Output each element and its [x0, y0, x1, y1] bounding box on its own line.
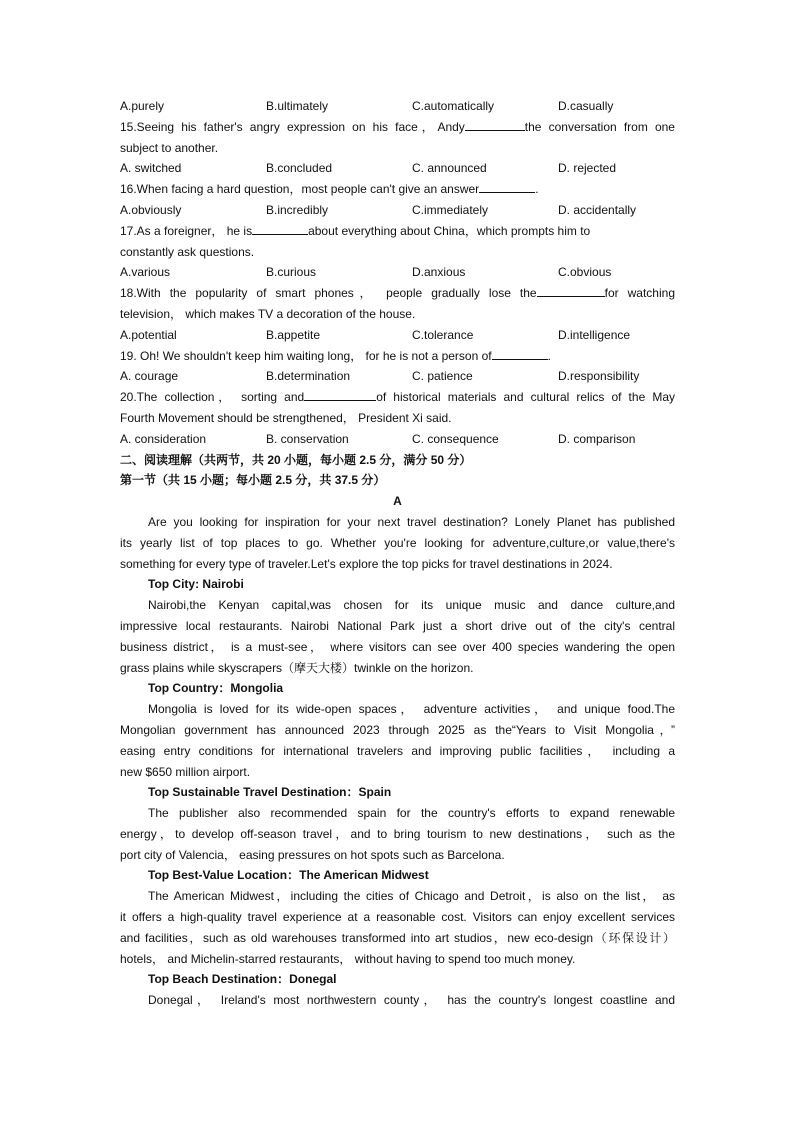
- option-c: C.automatically: [412, 99, 495, 113]
- answer-blank: [492, 347, 548, 360]
- q14-options: [120, 96, 675, 117]
- paragraph-line: energy，to develop off-season travel，and to bring tourism to new destinations， such as the: [120, 826, 675, 841]
- paragraph-line: easing entry conditions for international travelers and improving public facilities， including a: [120, 743, 675, 758]
- option-a: A.obviously: [120, 202, 182, 217]
- q18-text-after: for watching: [604, 286, 675, 301]
- paragraph-line: The American Midwest，including the cities of Chicago and Detroit，is also on the list， as: [148, 889, 675, 904]
- exam-page: [120, 96, 675, 1011]
- q20-stem-line2: Fourth Movement should be strengthened， President Xi said.: [120, 410, 452, 425]
- option-b: B.incredibly: [266, 202, 329, 217]
- option-b: B.ultimately: [266, 99, 329, 113]
- answer-blank: [537, 284, 605, 297]
- option-a: A.potential: [120, 327, 177, 342]
- q18-stem-line2: television， which makes TV a decoration of the house.: [120, 306, 416, 321]
- paragraph-line: business district， is a must-see， where visitors can see over 400 species wandering the open: [120, 639, 675, 654]
- paragraph-line: Nairobi,the Kenyan capital,was chosen for its unique music and dance culture,and: [148, 598, 675, 613]
- q19-stem: [120, 346, 675, 367]
- paragraph-line: Donegal， Ireland's most northwestern county， has the country's longest coastline and: [148, 993, 675, 1008]
- option-d: D. comparison: [558, 431, 636, 446]
- option-c: C.tolerance: [412, 327, 474, 342]
- option-d: D. rejected: [558, 161, 617, 176]
- q16-stem: [120, 179, 675, 200]
- q20-text-after: of historical materials and cultural relics of the May: [376, 390, 675, 405]
- paragraph-line: it offers a high-quality travel experience at a reasonable cost. Visitors can enjoy excellent services: [120, 910, 675, 925]
- subheading-top-country: Top Country：Mongolia: [148, 681, 284, 696]
- q18-options: [120, 325, 675, 346]
- subheading-top-beach: Top Beach Destination：Donegal: [148, 972, 337, 987]
- q19-options: [120, 366, 675, 387]
- q15-stem: [120, 117, 675, 138]
- q17-text-after: about everything about China，which prompts him to: [308, 223, 591, 238]
- part-heading: 第一节（共 15 小题；每小题 2.5 分，共 37.5 分）: [120, 473, 386, 488]
- q17-stem: [120, 221, 675, 242]
- paragraph-line: The publisher also recommended spain for the country's efforts to expand renewable: [148, 806, 675, 821]
- paragraph-line: its yearly list of top places to go. Whether you're looking for adventure,culture,or value,there's: [120, 535, 675, 550]
- option-d: D.responsibility: [558, 369, 640, 384]
- q19-text-after: .: [547, 348, 551, 363]
- paragraph-line: Mongolian government has announced 2023 through 2025 as the“Years to Visit Mongolia，”: [120, 722, 675, 737]
- q19-text-before: 19. Oh! We shouldn't keep him waiting long， for he is not a person of: [120, 348, 492, 363]
- option-c: C. announced: [412, 161, 487, 176]
- option-c: C.immediately: [412, 202, 489, 217]
- q17-text-before: 17.As a foreigner， he is: [120, 223, 253, 238]
- option-b: B.curious: [266, 265, 317, 280]
- q15-stem-line2: subject to another.: [120, 140, 219, 155]
- option-b: B.determination: [266, 369, 351, 384]
- q15-options: [120, 158, 675, 179]
- paragraph-line: and facilities，such as old warehouses transformed into art studios，new eco-design（环保设计）: [120, 930, 675, 945]
- paragraph-line: Are you looking for inspiration for your next travel destination? Lonely Planet has published: [148, 514, 675, 529]
- answer-blank: [252, 222, 308, 235]
- option-a: A.purely: [120, 99, 165, 113]
- subheading-top-sustainable: Top Sustainable Travel Destination：Spain: [148, 785, 392, 800]
- subheading-top-city: Top City: Nairobi: [148, 577, 244, 592]
- answer-blank: [465, 118, 525, 131]
- q18-stem: [120, 283, 675, 304]
- q16-text-after: .: [535, 182, 539, 197]
- q20-text-before: 20.The collection， sorting and: [120, 390, 305, 405]
- option-c: C. patience: [412, 369, 473, 384]
- option-c: C. consequence: [412, 431, 499, 446]
- option-a: A. courage: [120, 369, 179, 384]
- paragraph-line: something for every type of traveler.Let's explore the top picks for travel destinations in 2024.: [120, 556, 613, 571]
- section-heading: 二、阅读理解（共两节，共 20 小题，每小题 2.5 分，满分 50 分）: [120, 452, 472, 467]
- answer-blank: [479, 180, 535, 193]
- paragraph-line: grass plains while skyscrapers（摩天大楼）twinkle on the horizon.: [120, 660, 474, 675]
- paragraph-line: impressive local restaurants. Nairobi National Park just a short drive out of the city's central: [120, 618, 675, 633]
- option-a: A.various: [120, 265, 171, 280]
- q20-options: [120, 429, 675, 450]
- q20-stem: [120, 387, 675, 408]
- option-d: D. accidentally: [558, 202, 637, 217]
- paragraph-line: new $650 million airport.: [120, 764, 251, 779]
- q16-text-before: 16.When facing a hard question，most people can't give an answer: [120, 182, 480, 197]
- option-b: B.appetite: [266, 327, 321, 342]
- passage-label: A: [393, 494, 402, 509]
- option-d: D.casually: [558, 99, 614, 113]
- q17-stem-line2: constantly ask questions.: [120, 244, 255, 259]
- option-d: D.intelligence: [558, 327, 631, 342]
- paragraph-line: port city of Valencia， easing pressures on hot spots such as Barcelona.: [120, 847, 505, 862]
- option-a: A. switched: [120, 161, 182, 176]
- paragraph-line: hotels， and Michelin-starred restaurants， without having to spend too much money.: [120, 951, 576, 966]
- answer-blank: [304, 388, 376, 401]
- q15-text-before: 15.Seeing his father's angry expression on his face，Andy: [120, 119, 465, 134]
- option-a: A. consideration: [120, 431, 207, 446]
- option-b: B.concluded: [266, 161, 333, 176]
- q16-options: [120, 200, 675, 221]
- q18-text-before: 18.With the popularity of smart phones， people gradually lose the: [120, 286, 537, 301]
- q17-options: [120, 262, 675, 283]
- option-d: D.anxious: [412, 265, 466, 280]
- option-c: C.obvious: [558, 265, 612, 280]
- q15-text-after: the conversation from one: [524, 119, 675, 134]
- subheading-best-value: Top Best-Value Location：The American Midwest: [148, 868, 429, 883]
- option-b: B. conservation: [266, 431, 349, 446]
- paragraph-line: Mongolia is loved for its wide-open spaces， adventure activities， and unique food.The: [148, 702, 675, 717]
